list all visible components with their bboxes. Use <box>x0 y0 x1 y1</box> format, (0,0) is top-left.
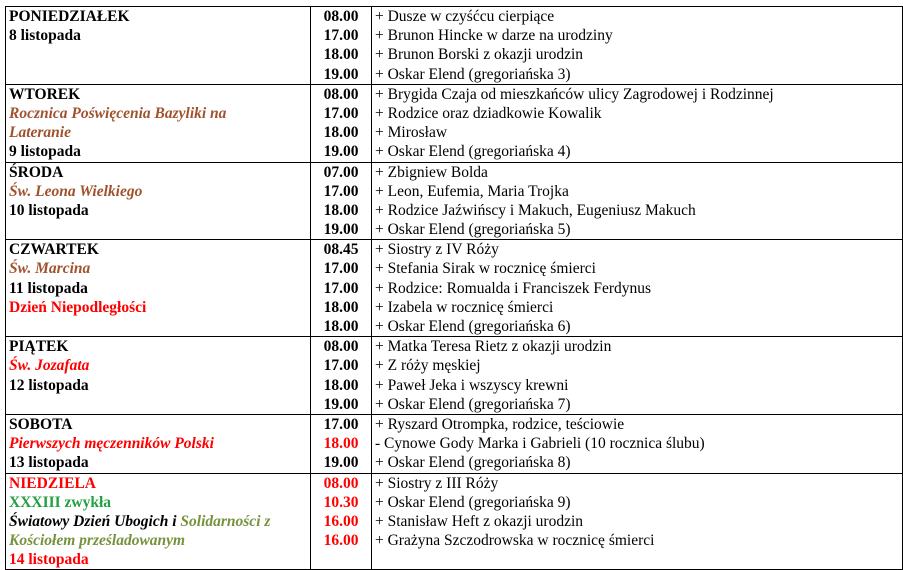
day-label-text: CZWARTEK <box>9 241 99 259</box>
day-label-line <box>9 493 310 512</box>
mass-intention: + Stefania Sirak w rocznicę śmierci <box>375 260 596 278</box>
day-label-line <box>9 453 310 472</box>
day-cell <box>6 473 311 570</box>
day-label-line <box>9 259 310 278</box>
mass-intention: + Oskar Elend (gregoriańska 6) <box>375 318 571 335</box>
time-cell <box>311 7 372 85</box>
day-label-text: Św. Marcina <box>9 260 91 278</box>
mass-intention: + Leon, Eufemia, Maria Trojka <box>375 182 569 200</box>
intention-cell <box>372 337 903 415</box>
day-label-text: 8 listopada <box>9 27 81 45</box>
day-label-line <box>9 415 310 434</box>
mass-intention: - Cynowe Gody Marka i Gabrieli (10 rocznica ślubu) <box>375 435 705 453</box>
day-label-line <box>9 182 310 201</box>
mass-time: 17.00 <box>323 415 359 433</box>
intention-cell <box>372 7 903 85</box>
day-row <box>6 7 903 85</box>
mass-intention: + Siostry z IV Róży <box>375 241 499 259</box>
mass-time: 17.00 <box>323 279 359 297</box>
mass-intention: + Brunon Borski z okazji urodzin <box>375 46 584 64</box>
mass-intention: + Izabela w rocznicę śmierci <box>375 298 554 316</box>
mass-intention: + Matka Teresa Rietz z okazji urodzin <box>375 338 612 356</box>
day-label-line <box>9 337 310 356</box>
intention-cell <box>372 414 903 473</box>
day-label-text: 14 listopada <box>9 551 89 569</box>
time-cell <box>311 162 372 240</box>
mass-time: 19.00 <box>323 395 359 413</box>
day-label-text: Św. Leona Wielkiego <box>9 182 143 200</box>
day-label-text: Dzień Niepodległości <box>9 298 147 316</box>
mass-intention: + Brunon Hincke w darze na urodziny <box>375 27 613 45</box>
day-label-text: 11 listopada <box>9 279 88 297</box>
day-label-text: WTOREK <box>9 85 81 103</box>
day-row <box>6 84 903 162</box>
mass-intention: + Ryszard Otrompka, rodzice, teściowie <box>375 415 625 433</box>
mass-intention: + Paweł Jeka i wszyscy krewni <box>375 376 569 394</box>
day-row <box>6 473 903 570</box>
mass-intention: + Oskar Elend (gregoriańska 4) <box>375 143 571 161</box>
mass-time: 19.00 <box>323 454 359 472</box>
day-label-text: SOBOTA <box>9 415 73 433</box>
day-label-line <box>9 104 310 123</box>
day-label-line <box>9 163 310 182</box>
mass-time: 17.00 <box>323 357 359 375</box>
day-label-line <box>9 240 310 259</box>
day-label-text: 9 listopada <box>9 143 81 161</box>
day-label-text: XXXIII zwykła <box>9 493 112 511</box>
day-label-text: Pierwszych męczenników Polski <box>9 435 214 453</box>
day-cell <box>6 240 311 337</box>
day-label-line <box>9 298 310 317</box>
mass-intention: + Oskar Elend (gregoriańska 7) <box>375 395 571 413</box>
day-label-text: PONIEDZIAŁEK <box>9 8 130 25</box>
day-cell <box>6 162 311 240</box>
mass-intention: + Rodzice: Romualda i Franciszek Ferdynus <box>375 279 652 297</box>
day-label-text: Rocznica Poświęcenia Bazyliki na <box>9 104 227 122</box>
day-row <box>6 162 903 240</box>
mass-intention: + Zbigniew Bolda <box>375 163 488 181</box>
day-label-line <box>9 434 310 453</box>
day-label-line <box>9 142 310 161</box>
day-cell <box>6 337 311 415</box>
day-label-line <box>9 26 310 45</box>
day-label-line <box>9 512 310 531</box>
mass-intention: + Z róży męskiej <box>375 357 481 375</box>
time-cell <box>311 337 372 415</box>
mass-intention: + Siostry z III Róży <box>375 474 499 492</box>
mass-intention: + Mirosław <box>375 124 448 142</box>
day-row <box>6 414 903 473</box>
day-label-text: Lateranie <box>9 124 71 142</box>
day-label-text: 10 listopada <box>9 201 89 219</box>
mass-intention: + Dusze w czyśćcu cierpiące <box>375 8 555 25</box>
mass-time: 17.00 <box>323 182 359 200</box>
mass-time: 18.00 <box>323 46 359 64</box>
mass-intention: + Oskar Elend (gregoriańska 8) <box>375 454 571 472</box>
mass-time: 18.00 <box>323 435 359 453</box>
mass-time: 18.00 <box>323 298 359 316</box>
mass-intention: + Rodzice oraz dziadkowie Kowalik <box>375 104 602 122</box>
day-label-text: NIEDZIELA <box>9 474 96 492</box>
mass-time: 18.00 <box>323 318 359 335</box>
mass-schedule-table <box>5 6 903 570</box>
time-cell <box>311 473 372 570</box>
day-row <box>6 337 903 415</box>
day-label-line <box>9 85 310 104</box>
intention-cell <box>372 240 903 337</box>
day-label-text: Światowy Dzień Ubogich i <box>9 512 181 530</box>
mass-time: 17.00 <box>323 27 359 45</box>
mass-time: 07.00 <box>323 163 359 181</box>
mass-intention: + Oskar Elend (gregoriańska 5) <box>375 221 571 239</box>
day-label-line <box>9 474 310 493</box>
mass-intention: + Oskar Elend (gregoriańska 9) <box>375 493 571 511</box>
day-cell <box>6 84 311 162</box>
intention-cell <box>372 84 903 162</box>
day-label-text: 13 listopada <box>9 454 89 472</box>
day-label-line <box>9 531 310 550</box>
mass-time: 18.00 <box>323 376 359 394</box>
mass-intention: + Brygida Czaja od mieszkańców ulicy Zagrodowej i Rodzinnej <box>375 85 774 103</box>
mass-time: 18.00 <box>323 201 359 219</box>
time-cell <box>311 84 372 162</box>
mass-time: 17.00 <box>323 260 359 278</box>
mass-intention: + Grażyna Szczodrowska w rocznicę śmierci <box>375 532 655 550</box>
intention-cell <box>372 162 903 240</box>
day-label-text: ŚRODA <box>9 163 64 181</box>
mass-time: 08.00 <box>323 338 359 356</box>
intention-cell <box>372 473 903 570</box>
mass-time: 18.00 <box>323 124 359 142</box>
day-row <box>6 240 903 337</box>
mass-intention: + Rodzice Jaźwińscy i Makuch, Eugeniusz Makuch <box>375 201 696 219</box>
mass-time: 10.30 <box>323 493 359 511</box>
day-label-line <box>9 201 310 220</box>
mass-time: 16.00 <box>323 512 359 530</box>
day-label-text: Kościołem prześladowanym <box>9 532 186 550</box>
mass-intention: + Oskar Elend (gregoriańska 3) <box>375 65 571 83</box>
day-cell <box>6 7 311 85</box>
mass-time: 19.00 <box>323 143 359 161</box>
day-label-text: Solidarności z <box>180 512 271 530</box>
mass-time: 08.45 <box>323 241 359 259</box>
day-label-text: Św. Jozafata <box>9 357 90 375</box>
mass-intention: + Stanisław Heft z okazji urodzin <box>375 512 584 530</box>
mass-time: 19.00 <box>323 221 359 239</box>
mass-time: 16.00 <box>323 532 359 550</box>
time-cell <box>311 414 372 473</box>
mass-time: 19.00 <box>323 65 359 83</box>
day-label-line <box>9 356 310 375</box>
day-label-line <box>9 279 310 298</box>
day-label-text: 12 listopada <box>9 376 89 394</box>
day-cell <box>6 414 311 473</box>
mass-time: 17.00 <box>323 104 359 122</box>
mass-time: 08.00 <box>323 85 359 103</box>
day-label-line <box>9 123 310 142</box>
day-label-line <box>9 7 310 26</box>
time-cell <box>311 240 372 337</box>
mass-time: 08.00 <box>323 474 359 492</box>
day-label-line <box>9 376 310 395</box>
mass-time: 08.00 <box>323 8 359 25</box>
day-label-text: PIĄTEK <box>9 338 69 356</box>
